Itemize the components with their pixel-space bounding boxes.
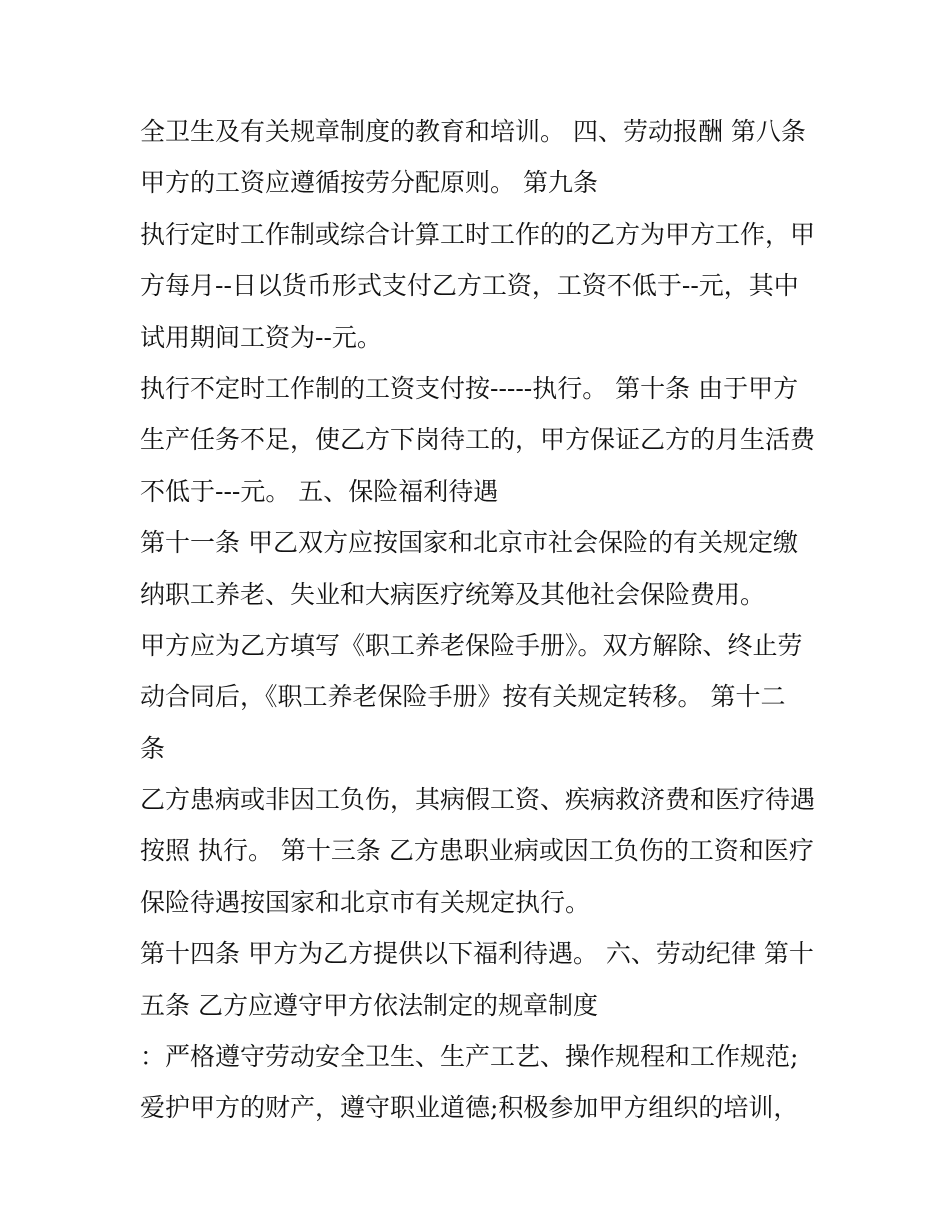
text-line: 试用期间工资为--元。 bbox=[140, 322, 382, 352]
text-line: 执行定时工作制或综合计算工时工作的的乙方为甲方工作，甲 bbox=[140, 219, 816, 249]
text-line: 生产任务不足，使乙方下岗待工的，甲方保证乙方的月生活费 bbox=[140, 425, 816, 455]
text-line: 保险待遇按国家和北京市有关规定执行。 bbox=[140, 887, 591, 917]
text-line: 第十四条 甲方为乙方提供以下福利待遇。 六、劳动纪律 第十 bbox=[140, 939, 814, 969]
text-line: 爱护甲方的财产，遵守职业道德;积极参加甲方组织的培训， bbox=[140, 1093, 799, 1123]
document-body bbox=[140, 106, 830, 1134]
text-line: 五条 乙方应遵守甲方依法制定的规章制度 bbox=[140, 990, 598, 1020]
text-line: 不低于---元。 五、保险福利待遇 bbox=[140, 476, 499, 506]
text-line: ：严格遵守劳动安全卫生、生产工艺、操作规程和工作规范; bbox=[140, 1042, 799, 1072]
text-line: 按照 执行。 第十三条 乙方患职业病或因工负伤的工资和医疗 bbox=[140, 836, 814, 866]
text-line: 甲方的工资应遵循按劳分配原则。 第九条 bbox=[140, 168, 598, 198]
text-line: 条 bbox=[140, 733, 166, 763]
text-line: 执行不定时工作制的工资支付按-----执行。 第十条 由于甲方 bbox=[140, 373, 799, 403]
text-line: 乙方患病或非因工负伤，其病假工资、疾病救济费和医疗待遇 bbox=[140, 785, 816, 815]
text-line: 第十一条 甲乙双方应按国家和北京市社会保险的有关规定缴 bbox=[140, 528, 798, 558]
text-line: 甲方应为乙方填写《职工养老保险手册》。双方解除、终止劳 bbox=[140, 630, 803, 660]
text-line: 方每月--日以货币形式支付乙方工资，工资不低于--元，其中 bbox=[140, 271, 799, 301]
text-line: 纳职工养老、失业和大病医疗统筹及其他社会保险费用。 bbox=[140, 579, 766, 609]
text-line: 动合同后，《职工养老保险手册》按有关规定转移。 第十二 bbox=[140, 682, 786, 712]
text-line: 全卫生及有关规章制度的教育和培训。 四、劳动报酬 第八条 bbox=[140, 117, 806, 146]
